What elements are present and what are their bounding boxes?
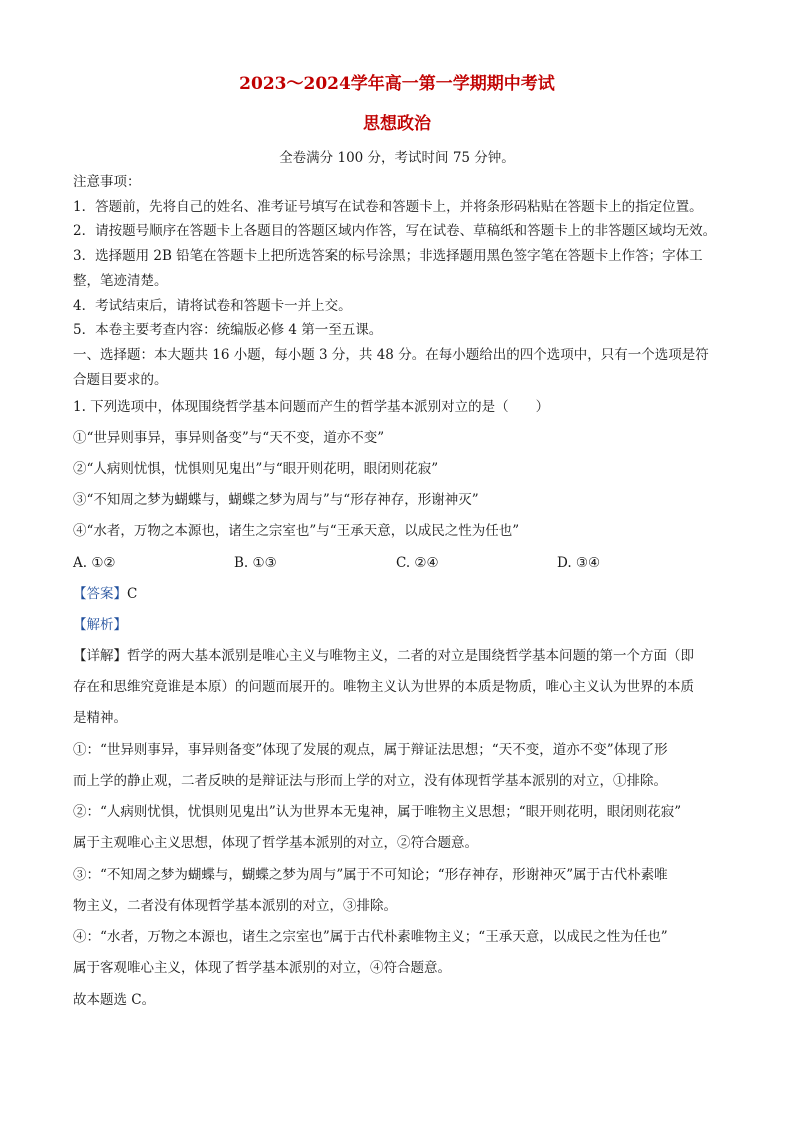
analysis-label: 【解析】 [73,617,127,633]
analysis-line: 属于客观唯心主义，体现了哲学基本派别的对立，④符合题意。 [73,960,451,976]
notice-item: 3．选择题用 2B 铅笔在答题卡上把所选答案的标号涂黑；非选择题用黑色签字笔在答题卡上作答；字体工 [73,248,703,264]
question-statement: ④“水者，万物之本源也，诸生之宗室也”与“王承天意，以成民之性为任也” [73,523,520,539]
question-statement: ③“不知周之梦为蝴蝶与，蝴蝶之梦为周与”与“形存神存，形谢神灭” [73,492,479,508]
analysis-line: 属于主观唯心主义思想，体现了哲学基本派别的对立，②符合题意。 [73,835,478,851]
answer-line [73,584,137,604]
analysis-line: 物主义，二者没有体现哲学基本派别的对立，③排除。 [73,898,397,914]
option-b: B. ①③ [234,555,277,571]
subject-title: 思想政治 [363,114,431,134]
analysis-line: ①：“世异则事异，事异则备变”体现了发展的观点，属于辩证法思想；“天不变，道亦不变”体现了形 [73,742,668,758]
notice-heading: 注意事项： [73,174,141,190]
option-d: D. ③④ [557,555,601,571]
question-statement: ②“人病则忧惧，忧惧则见鬼出”与“眼开则花明，眼闭则花寂” [73,461,439,477]
analysis-line: 而上学的静止观，二者反映的是辩证法与形而上学的对立，没有体现哲学基本派别的对立，①排除。 [73,773,667,789]
notice-item: 整，笔迹清楚。 [73,273,168,289]
question-stem: 1. 下列选项中，体现围绕哲学基本问题而产生的哲学基本派别对立的是（ ） [73,399,550,415]
question-statement: ①“世异则事异，事异则备变”与“天不变，道亦不变” [73,430,385,446]
analysis-conclusion: 故本题选 C。 [73,992,156,1008]
notice-item: 4．考试结束后，请将试卷和答题卡一并上交。 [73,298,352,314]
notice-item: 5．本卷主要考查内容：统编版必修 4 第一至五课。 [73,322,383,338]
notice-item: 2．请按题号顺序在答题卡上各题目的答题区域内作答，写在试卷、草稿纸和答题卡上的非答题区域均无效。 [73,223,717,239]
answer-value: C [127,586,138,602]
analysis-line: 是精神。 [73,710,127,726]
analysis-line: ④：“水者，万物之本源也，诸生之宗室也”属于古代朴素唯物主义；“王承天意，以成民之性为任也” [73,929,668,945]
exam-info: 全卷满分 100 分，考试时间 75 分钟。 [279,150,515,166]
section-heading-cont: 合题目要求的。 [73,372,168,388]
answer-label: 【答案】 [73,586,127,602]
analysis-line: ③：“不知周之梦为蝴蝶与，蝴蝶之梦为周与”属于不可知论；“形存神存，形谢神灭”属于古代朴素唯 [73,867,668,883]
notice-item: 1．答题前，先将自己的姓名、准考证号填写在试卷和答题卡上，并将条形码粘贴在答题卡上的指定位置。 [73,199,703,215]
option-a: A. ①② [73,555,116,571]
option-c: C. ②④ [396,555,439,571]
section-heading: 一、选择题：本大题共 16 小题，每小题 3 分，共 48 分。在每小题给出的四个选项中，只有一个选项是符 [73,347,709,363]
analysis-line: 【详解】哲学的两大基本派别是唯心主义与唯物主义，二者的对立是围绕哲学基本问题的第一个方面（即 [73,648,694,664]
exam-title: 2023～2024学年高一第一学期期中考试 [239,74,555,94]
analysis-line: 存在和思维究竟谁是本原）的问题而展开的。唯物主义认为世界的本质是物质，唯心主义认为世界的本质 [73,679,694,695]
analysis-line: ②：“人病则忧惧，忧惧则见鬼出”认为世界本无鬼神，属于唯物主义思想；“眼开则花明，眼闭则花寂” [73,804,682,820]
